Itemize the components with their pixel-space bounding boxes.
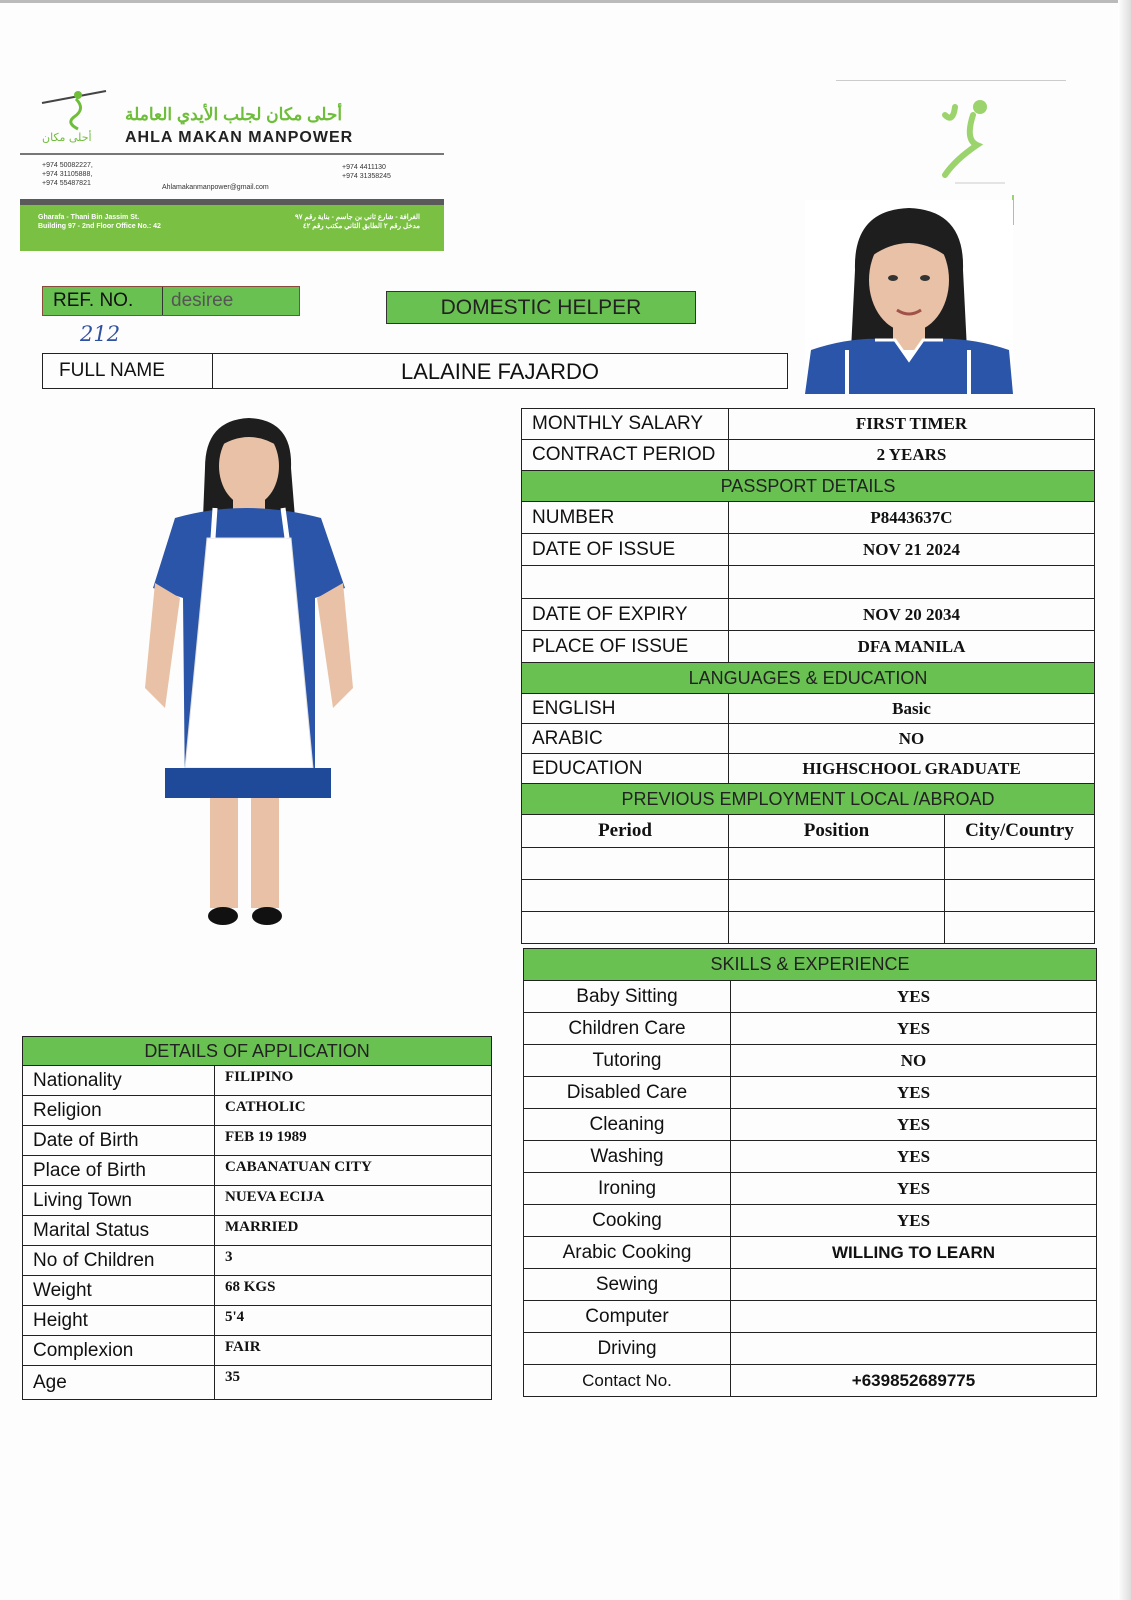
table-row bbox=[524, 1301, 1097, 1333]
company-logo-icon bbox=[40, 85, 120, 145]
full-name-label: FULL NAME bbox=[43, 354, 213, 388]
application-value: MARRIED bbox=[215, 1216, 492, 1246]
languages-header: LANGUAGES & EDUCATION bbox=[522, 663, 1095, 694]
skill-value: WILLING TO LEARN bbox=[731, 1237, 1097, 1269]
table-row bbox=[23, 1336, 492, 1366]
row-label: CONTRACT PERIOD bbox=[522, 440, 729, 471]
table-row bbox=[522, 409, 1095, 440]
application-label: Religion bbox=[23, 1096, 215, 1126]
application-label: Place of Birth bbox=[23, 1156, 215, 1186]
table-row bbox=[524, 1045, 1097, 1077]
table-row bbox=[23, 1276, 492, 1306]
employment-column-header: City/Country bbox=[945, 815, 1095, 848]
table-row bbox=[23, 1216, 492, 1246]
row-label: NUMBER bbox=[522, 502, 729, 534]
application-value: 68 KGS bbox=[215, 1276, 492, 1306]
handwritten-ref: 212 bbox=[80, 322, 121, 346]
row-value: NOV 21 2024 bbox=[729, 534, 1095, 566]
table-row bbox=[522, 694, 1095, 724]
table-row bbox=[524, 1237, 1097, 1269]
skill-label: Baby Sitting bbox=[524, 981, 731, 1013]
row-label bbox=[522, 566, 729, 599]
svg-text:أحلى مكان: أحلى مكان bbox=[42, 131, 92, 144]
employment-cell bbox=[522, 912, 729, 944]
table-row bbox=[524, 1141, 1097, 1173]
email: Ahlamakanmanpower@gmail.com bbox=[162, 184, 269, 191]
row-label: ARABIC bbox=[522, 724, 729, 754]
page-corner-line bbox=[836, 80, 1066, 81]
skill-label: Children Care bbox=[524, 1013, 731, 1045]
table-row bbox=[522, 631, 1095, 663]
logo-divider bbox=[20, 153, 444, 155]
table-row bbox=[23, 1366, 492, 1400]
table-row bbox=[522, 724, 1095, 754]
employment-columns-row bbox=[522, 815, 1095, 848]
address-arabic: الغرافة - شارع ثاني بن جاسم - بناية رقم ٩٧ مدخل رقم ٢ الطابق الثاني مكتب رقم ٤٢ bbox=[294, 214, 420, 230]
table-row bbox=[23, 1066, 492, 1096]
application-table-wrap bbox=[22, 1036, 491, 1400]
application-value: 35 bbox=[215, 1366, 492, 1400]
skill-label: Arabic Cooking bbox=[524, 1237, 731, 1269]
employment-cell bbox=[945, 880, 1095, 912]
employment-header: PREVIOUS EMPLOYMENT LOCAL /ABROAD bbox=[522, 784, 1095, 815]
table-row bbox=[23, 1246, 492, 1276]
passport-header-row bbox=[522, 471, 1095, 502]
application-label: Marital Status bbox=[23, 1216, 215, 1246]
table-row bbox=[524, 1333, 1097, 1365]
row-value: FIRST TIMER bbox=[729, 409, 1095, 440]
application-label: Date of Birth bbox=[23, 1126, 215, 1156]
row-value: P8443637C bbox=[729, 502, 1095, 534]
application-label: Age bbox=[23, 1366, 215, 1400]
phones-right: +974 4411130 +974 31358245 bbox=[342, 164, 391, 180]
company-logo-block bbox=[20, 85, 444, 245]
phones-left: +974 50082227, +974 31105888, +974 55487821 bbox=[42, 162, 93, 187]
application-value: CATHOLIC bbox=[215, 1096, 492, 1126]
row-value: Basic bbox=[729, 694, 1095, 724]
employment-column-header: Period bbox=[522, 815, 729, 848]
employment-cell bbox=[945, 912, 1095, 944]
skill-value: YES bbox=[731, 1013, 1097, 1045]
employment-header-row bbox=[522, 784, 1095, 815]
table-row bbox=[524, 1109, 1097, 1141]
row-value: NO bbox=[729, 724, 1095, 754]
scan-right-edge bbox=[1118, 0, 1131, 1600]
employment-cell bbox=[945, 848, 1095, 880]
table-row bbox=[524, 1013, 1097, 1045]
employment-cell bbox=[729, 880, 945, 912]
application-value: CABANATUAN CITY bbox=[215, 1156, 492, 1186]
portrait-photo bbox=[805, 200, 1013, 394]
skill-label: Cleaning bbox=[524, 1109, 731, 1141]
skill-label: Tutoring bbox=[524, 1045, 731, 1077]
skill-value: YES bbox=[731, 1141, 1097, 1173]
employment-row bbox=[522, 880, 1095, 912]
employment-cell bbox=[729, 912, 945, 944]
skill-value: YES bbox=[731, 981, 1097, 1013]
skill-label: Cooking bbox=[524, 1205, 731, 1237]
skills-table bbox=[523, 948, 1097, 1397]
position-title: DOMESTIC HELPER bbox=[386, 291, 696, 324]
job-passport-table bbox=[521, 408, 1095, 944]
application-header-row bbox=[23, 1037, 492, 1066]
row-label: MONTHLY SALARY bbox=[522, 409, 729, 440]
skill-value bbox=[731, 1333, 1097, 1365]
ref-number-box bbox=[42, 286, 300, 316]
employment-column-header: Position bbox=[729, 815, 945, 848]
row-label: DATE OF ISSUE bbox=[522, 534, 729, 566]
table-row bbox=[23, 1126, 492, 1156]
skill-value: YES bbox=[731, 1077, 1097, 1109]
skills-header: SKILLS & EXPERIENCE bbox=[524, 949, 1097, 981]
skill-label: Computer bbox=[524, 1301, 731, 1333]
skill-label: Driving bbox=[524, 1333, 731, 1365]
application-label: Height bbox=[23, 1306, 215, 1336]
table-row bbox=[522, 754, 1095, 784]
skill-value: +639852689775 bbox=[731, 1365, 1097, 1397]
table-row bbox=[524, 981, 1097, 1013]
table-row bbox=[522, 534, 1095, 566]
row-value bbox=[729, 566, 1095, 599]
table-row bbox=[524, 1205, 1097, 1237]
skill-label: Washing bbox=[524, 1141, 731, 1173]
company-name: AHLA MAKAN MANPOWER bbox=[125, 129, 354, 146]
address-banner bbox=[20, 199, 444, 251]
table-row bbox=[522, 599, 1095, 631]
table-row bbox=[23, 1306, 492, 1336]
employment-cell bbox=[522, 848, 729, 880]
application-label: Weight bbox=[23, 1276, 215, 1306]
skill-value: YES bbox=[731, 1205, 1097, 1237]
full-name-value: LALAINE FAJARDO bbox=[400, 359, 600, 384]
row-label: DATE OF EXPIRY bbox=[522, 599, 729, 631]
employment-row bbox=[522, 912, 1095, 944]
passport-header: PASSPORT DETAILS bbox=[522, 471, 1095, 502]
employment-row bbox=[522, 848, 1095, 880]
table-row bbox=[23, 1096, 492, 1126]
skill-label: Sewing bbox=[524, 1269, 731, 1301]
row-value: DFA MANILA bbox=[729, 631, 1095, 663]
application-label: Complexion bbox=[23, 1336, 215, 1366]
skill-label: Contact No. bbox=[524, 1365, 731, 1397]
application-value: NUEVA ECIJA bbox=[215, 1186, 492, 1216]
application-value: 3 bbox=[215, 1246, 492, 1276]
application-value: 5'4 bbox=[215, 1306, 492, 1336]
skill-value bbox=[731, 1301, 1097, 1333]
right-info-table bbox=[521, 408, 1094, 944]
application-label: Living Town bbox=[23, 1186, 215, 1216]
table-row bbox=[524, 1365, 1097, 1397]
address-english: Gharafa - Thani Bin Jassim St. Building 97 - 2nd Floor Office No.: 42 bbox=[38, 214, 161, 230]
table-row bbox=[522, 440, 1095, 471]
row-value: 2 YEARS bbox=[729, 440, 1095, 471]
skills-header-row bbox=[524, 949, 1097, 981]
row-label: ENGLISH bbox=[522, 694, 729, 724]
skill-value: YES bbox=[731, 1173, 1097, 1205]
skills-table-wrap bbox=[523, 948, 1096, 1397]
table-row bbox=[522, 502, 1095, 534]
skill-value bbox=[731, 1269, 1097, 1301]
table-row bbox=[524, 1077, 1097, 1109]
skill-label: Disabled Care bbox=[524, 1077, 731, 1109]
languages-header-row bbox=[522, 663, 1095, 694]
table-row bbox=[522, 566, 1095, 599]
application-value: FILIPINO bbox=[215, 1066, 492, 1096]
employment-cell bbox=[729, 848, 945, 880]
application-label: No of Children bbox=[23, 1246, 215, 1276]
table-row bbox=[23, 1186, 492, 1216]
application-label: Nationality bbox=[23, 1066, 215, 1096]
application-value: FEB 19 1989 bbox=[215, 1126, 492, 1156]
full-name-row bbox=[42, 353, 788, 389]
row-value: NOV 20 2034 bbox=[729, 599, 1095, 631]
table-row bbox=[23, 1156, 492, 1186]
row-label: PLACE OF ISSUE bbox=[522, 631, 729, 663]
skill-value: YES bbox=[731, 1109, 1097, 1141]
company-name-arabic: أحلى مكان لجلب الأيدي العاملة bbox=[125, 105, 343, 124]
skill-label: Ironing bbox=[524, 1173, 731, 1205]
row-label: EDUCATION bbox=[522, 754, 729, 784]
application-value: FAIR bbox=[215, 1336, 492, 1366]
table-row bbox=[524, 1269, 1097, 1301]
ref-number-label: REF. NO. bbox=[43, 287, 163, 315]
scan-edge bbox=[0, 0, 1131, 3]
table-row bbox=[524, 1173, 1097, 1205]
ref-number-value: desiree bbox=[163, 287, 299, 315]
employment-cell bbox=[522, 880, 729, 912]
application-header: DETAILS OF APPLICATION bbox=[23, 1037, 492, 1066]
row-value: HIGHSCHOOL GRADUATE bbox=[729, 754, 1095, 784]
full-body-photo bbox=[55, 408, 455, 968]
skill-value: NO bbox=[731, 1045, 1097, 1077]
application-table bbox=[22, 1036, 492, 1400]
